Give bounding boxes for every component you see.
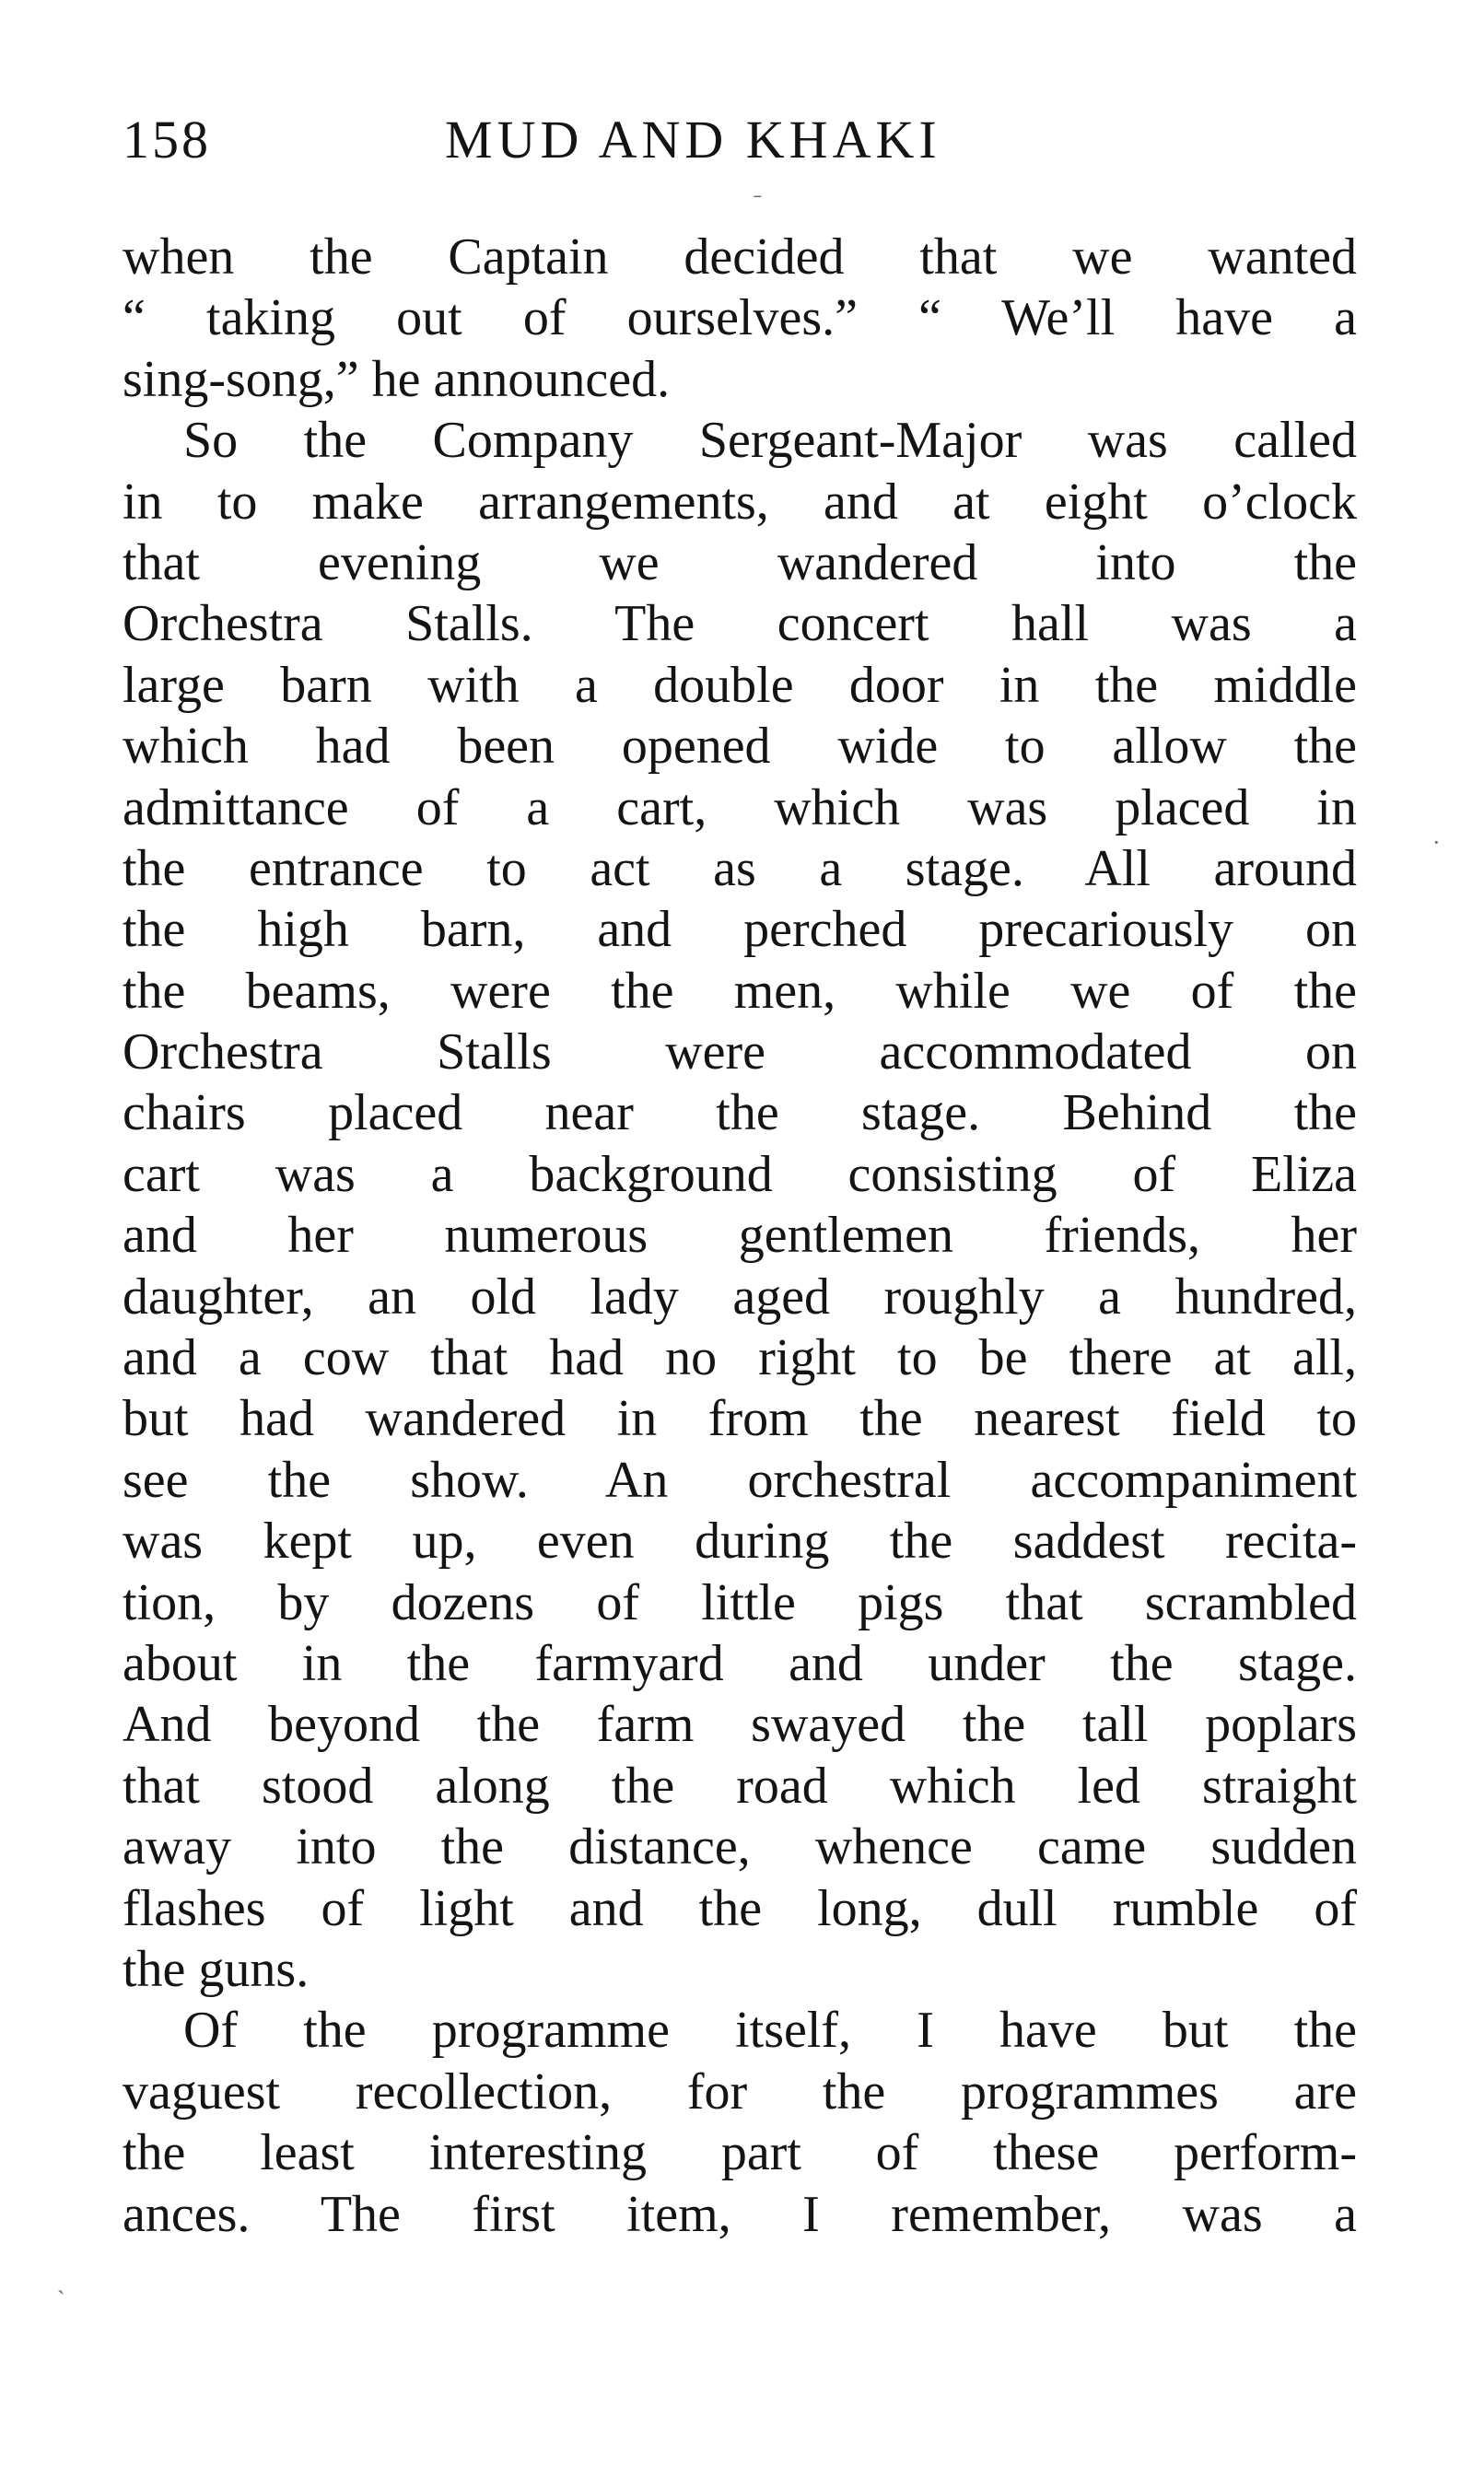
text-line: the beams, were the men, while we of the — [123, 962, 1357, 1020]
text-line: large barn with a double door in the middle — [123, 656, 1357, 714]
paragraph-start-line: So the Company Sergeant-Major was called — [183, 412, 1357, 470]
running-title: MUD AND KHAKI — [445, 110, 941, 169]
text-line: vaguest recollection, for the programmes are — [123, 2062, 1357, 2121]
body-text — [123, 227, 1357, 2245]
paragraph-start-line: Of the programme itself, I have but the — [183, 2002, 1357, 2060]
text-line: tion, by dozens of little pigs that scrambled — [123, 1573, 1357, 1631]
text-line: the high barn, and perched precariously on — [123, 901, 1357, 959]
page-number: 158 — [123, 110, 211, 169]
text-line: “ taking out of ourselves.” “ We’ll have a — [123, 289, 1357, 347]
text-line: Orchestra Stalls were accommodated on — [123, 1023, 1357, 1081]
text-line: about in the farmyard and under the stage. — [123, 1634, 1357, 1692]
text-line: the guns. — [123, 1940, 310, 1998]
scan-speck: · — [1432, 829, 1441, 856]
text-line: when the Captain decided that we wanted — [123, 228, 1357, 286]
text-line: daughter, an old lady aged roughly a hundred, — [123, 1268, 1357, 1326]
text-line: sing-song,” he announced. — [123, 350, 671, 408]
text-line: but had wandered in from the nearest field to — [123, 1390, 1357, 1448]
text-line: which had been opened wide to allow the — [123, 718, 1357, 776]
text-line: and her numerous gentlemen friends, her — [123, 1207, 1357, 1265]
text-line: the least interesting part of these perform- — [123, 2124, 1357, 2182]
text-line: was kept up, even during the saddest recita- — [123, 1513, 1357, 1571]
text-line: see the show. An orchestral accompaniment — [123, 1451, 1357, 1509]
text-line: admittance of a cart, which was placed in — [123, 778, 1357, 836]
text-line: in to make arrangements, and at eight o’clock — [123, 473, 1357, 531]
text-line: that evening we wandered into the — [123, 533, 1357, 591]
text-line: And beyond the farm swayed the tall poplars — [123, 1696, 1357, 1754]
text-line: Orchestra Stalls. The concert hall was a — [123, 595, 1357, 653]
text-line: that stood along the road which led straight — [123, 1757, 1357, 1815]
text-line: ances. The first item, I remember, was a — [123, 2185, 1357, 2243]
page-header — [123, 109, 1357, 192]
scan-speck: ˉ — [754, 190, 762, 216]
text-line: flashes of light and the long, dull rumble of — [123, 1879, 1357, 1937]
text-line: chairs placed near the stage. Behind the — [123, 1084, 1357, 1142]
text-line: away into the distance, whence came sudden — [123, 1818, 1357, 1876]
text-line: the entrance to act as a stage. All around — [123, 839, 1357, 897]
text-line: and a cow that had no right to be there at all, — [123, 1329, 1357, 1387]
scan-speck: ˎ — [57, 2268, 65, 2295]
text-line: cart was a background consisting of Eliza — [123, 1145, 1357, 1203]
